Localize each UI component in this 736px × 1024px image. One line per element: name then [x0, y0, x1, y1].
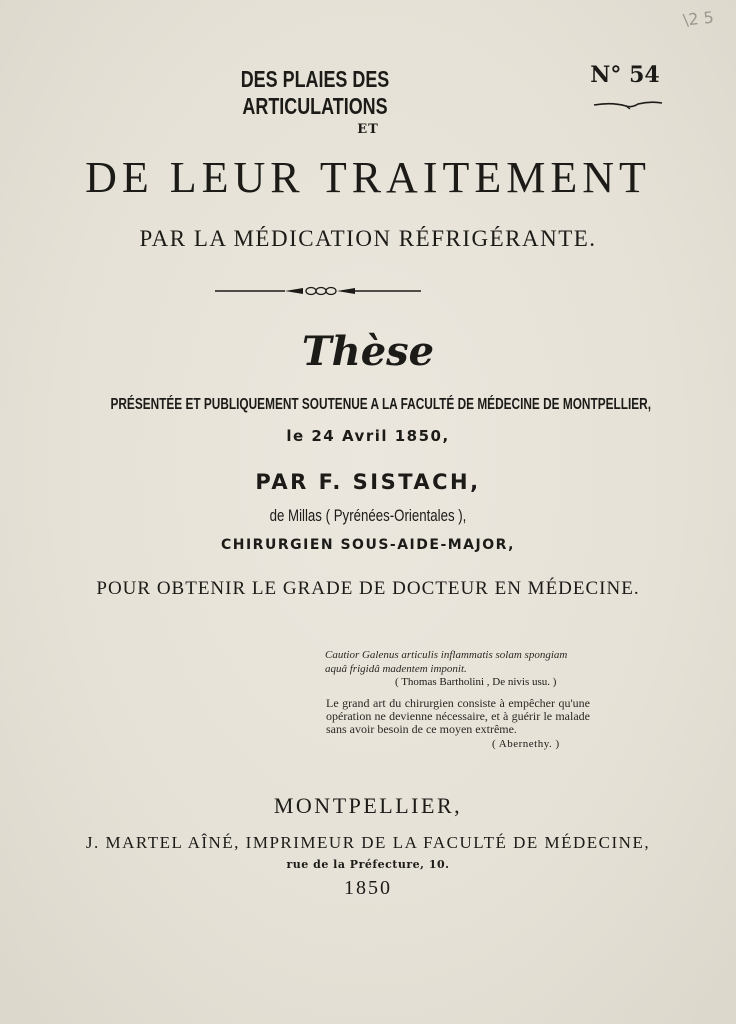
epigraph-french-source: ( Abernethy. )	[492, 738, 560, 750]
title-first-line: DES PLAIES DES ARTICULATIONS	[240, 66, 390, 119]
defense-date: le 24 Avril 1850,	[286, 427, 450, 445]
title-conjunction: ET	[357, 122, 379, 137]
epigraph-latin: Cautior Galenus articulis inflammatis solam spongiam aquâ frigidâ madentem imponit.	[325, 649, 568, 675]
these-heading: Thèse	[301, 328, 435, 375]
epigraph-latin-source: ( Thomas Bartholini , De nivis usu. )	[395, 676, 557, 688]
imprint-city: MONTPELLIER,	[273, 793, 463, 818]
author-origin: de Millas ( Pyrénées-Orientales ),	[269, 506, 467, 525]
ornamental-rule	[215, 284, 421, 298]
imprint-printer: J. MARTEL AÎNÉ, IMPRIMEUR DE LA FACULTÉ DE MÉDECINE,	[85, 833, 651, 852]
imprint-year: 1850	[344, 877, 392, 899]
presentation-statement: PRÉSENTÉE ET PUBLIQUEMENT SOUTENUE A LA FACULTÉ DE MÉDECINE DE MONTPELLIER,	[110, 396, 651, 413]
thesis-purpose: POUR OBTENIR LE GRADE DE DOCTEUR EN MÉDECINE.	[96, 578, 640, 599]
subtitle: PAR LA MÉDICATION RÉFRIGÉRANTE.	[139, 226, 597, 251]
main-title: DE LEUR TRAITEMENT	[85, 153, 651, 202]
author-rank: CHIRURGIEN SOUS-AIDE-MAJOR,	[220, 537, 515, 553]
epigraph-french: Le grand art du chirurgien consiste à empêcher qu'une opération ne devienne nécessaire, et à guérir le malade sans avoir besoin de ce moyen extrême.	[326, 696, 590, 736]
thesis-number: N° 54	[590, 62, 660, 88]
imprint-address: rue de la Préfecture, 10.	[286, 858, 450, 871]
handwritten-corner-mark: \2 5	[682, 7, 715, 30]
author-name: PAR F. SISTACH,	[255, 470, 481, 494]
number-flourish-ornament	[592, 99, 664, 111]
